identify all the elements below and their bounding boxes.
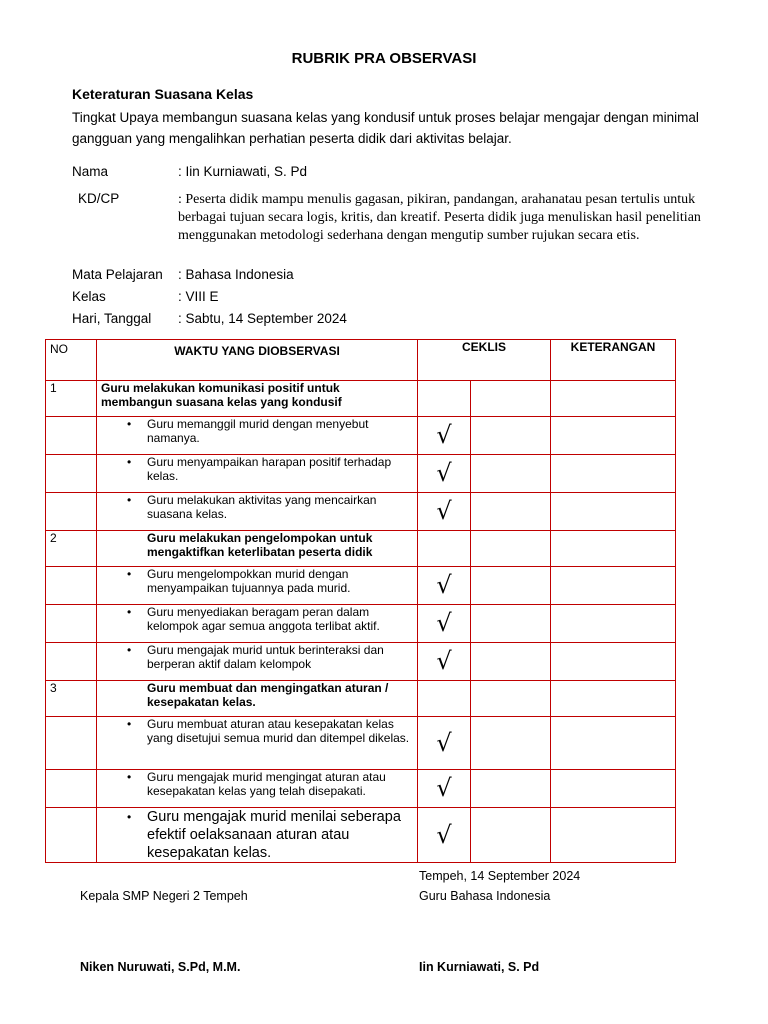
kelas-value: : VIII E: [178, 289, 219, 304]
no-cell: [46, 417, 97, 455]
criteria-text: • Guru memanggil murid dengan menyebut namanya.: [97, 417, 418, 455]
check-mark: √: [418, 643, 471, 681]
table-row: [46, 808, 676, 863]
no-cell: [46, 455, 97, 493]
header-ceklis: CEKLIS: [418, 340, 551, 381]
ceklis-blank-cell: [471, 808, 551, 863]
header-keterangan: KETERANGAN: [551, 340, 676, 381]
group-row: [46, 681, 676, 717]
check-cell: [418, 381, 471, 417]
mapel-label: Mata Pelajaran: [72, 267, 163, 282]
criteria-text: • Guru mengajak murid mengingat aturan atau kesepakatan kelas yang telah disepakati.: [97, 770, 418, 808]
table-row: [46, 605, 676, 643]
criteria-text: • Guru menyampaikan harapan positif terhadap kelas.: [97, 455, 418, 493]
hari-label: Hari, Tanggal: [72, 311, 152, 326]
kd-label: KD/CP: [78, 191, 120, 206]
table-header-row: [46, 340, 676, 381]
group-number: 3: [46, 681, 97, 717]
keterangan-cell: [551, 493, 676, 531]
signature-right-role: Guru Bahasa Indonesia: [419, 889, 551, 903]
nama-label: Nama: [72, 164, 109, 179]
table-row: [46, 567, 676, 605]
nama-value: : Iin Kurniawati, S. Pd: [178, 164, 308, 179]
keterangan-cell: [551, 531, 676, 567]
keterangan-cell: [551, 643, 676, 681]
header-waktu: WAKTU YANG DIOBSERVASI: [97, 340, 418, 381]
group-title: Guru melakukan pengelompokan untuk mengaktifkan keterlibatan peserta didik: [97, 531, 418, 567]
ceklis-blank-cell: [471, 643, 551, 681]
check-mark: √: [418, 770, 471, 808]
ceklis-blank-cell: [471, 493, 551, 531]
keterangan-cell: [551, 770, 676, 808]
check-mark: √: [418, 417, 471, 455]
rubric-table: [45, 339, 676, 863]
keterangan-cell: [551, 567, 676, 605]
keterangan-cell: [551, 808, 676, 863]
keterangan-cell: [551, 605, 676, 643]
ceklis-blank-cell: [471, 567, 551, 605]
criteria-text: • Guru menyediakan beragam peran dalam kelompok agar semua anggota terlibat aktif.: [97, 605, 418, 643]
no-cell: [46, 770, 97, 808]
keterangan-cell: [551, 681, 676, 717]
criteria-text: • Guru melakukan aktivitas yang mencairkan suasana kelas.: [97, 493, 418, 531]
no-cell: [46, 643, 97, 681]
criteria-text: • Guru mengelompokkan murid dengan menyampaikan tujuannya pada murid.: [97, 567, 418, 605]
group-number: 2: [46, 531, 97, 567]
no-cell: [46, 493, 97, 531]
group-row: [46, 381, 676, 417]
signature-right-name: Iin Kurniawati, S. Pd: [419, 960, 540, 974]
check-mark: √: [418, 808, 471, 863]
mapel-value: : Bahasa Indonesia: [178, 267, 294, 282]
signature-left-name: Niken Nuruwati, S.Pd, M.M.: [80, 960, 241, 974]
section-description: Tingkat Upaya membangun suasana kelas yang kondusif untuk proses belajar mengajar dengan minimal gangguan yang mengalihkan perhatian peserta didik dari aktivitas belajar.: [72, 110, 699, 146]
ceklis-blank-cell: [471, 717, 551, 770]
table-row: [46, 770, 676, 808]
signature-left-role: Kepala SMP Negeri 2 Tempeh: [80, 889, 248, 903]
group-title: Guru membuat dan mengingatkan aturan / kesepakatan kelas.: [97, 681, 418, 717]
table-row: [46, 455, 676, 493]
no-cell: [46, 605, 97, 643]
no-cell: [46, 717, 97, 770]
check-mark: √: [418, 605, 471, 643]
hari-value: : Sabtu, 14 September 2024: [178, 311, 347, 326]
check-cell: [418, 681, 471, 717]
check-mark: √: [418, 455, 471, 493]
ceklis-blank-cell: [471, 417, 551, 455]
keterangan-cell: [551, 417, 676, 455]
check-mark: √: [418, 717, 471, 770]
check-mark: √: [418, 567, 471, 605]
section-title: Keteraturan Suasana Kelas: [72, 86, 254, 102]
table-row: [46, 417, 676, 455]
keterangan-cell: [551, 717, 676, 770]
check-mark: √: [418, 493, 471, 531]
ceklis-blank-cell: [471, 605, 551, 643]
criteria-text: • Guru membuat aturan atau kesepakatan kelas yang disetujui semua murid dan ditempel dikelas.: [97, 717, 418, 770]
keterangan-cell: [551, 381, 676, 417]
signature-place-date: Tempeh, 14 September 2024: [419, 869, 581, 883]
group-number: 1: [46, 381, 97, 417]
ceklis-blank-cell: [471, 770, 551, 808]
ceklis-blank-cell: [471, 381, 551, 417]
ceklis-blank-cell: [471, 455, 551, 493]
header-no: NO: [46, 340, 97, 381]
group-title: Guru melakukan komunikasi positif untuk membangun suasana kelas yang kondusif: [97, 381, 418, 417]
ceklis-blank-cell: [471, 681, 551, 717]
document-title: RUBRIK PRA OBSERVASI: [291, 50, 477, 67]
no-cell: [46, 567, 97, 605]
table-row: [46, 643, 676, 681]
no-cell: [46, 808, 97, 863]
keterangan-cell: [551, 455, 676, 493]
table-row: [46, 717, 676, 770]
kelas-label: Kelas: [72, 289, 106, 304]
table-row: [46, 493, 676, 531]
ceklis-blank-cell: [471, 531, 551, 567]
criteria-text: • Guru mengajak murid untuk berinteraksi dan berperan aktif dalam kelompok: [97, 643, 418, 681]
criteria-text: • Guru mengajak murid menilai seberapa efektif oelaksanaan aturan atau kesepakatan kelas.: [97, 808, 418, 863]
check-cell: [418, 531, 471, 567]
kd-value: : Peserta didik mampu menulis gagasan, pikiran, pandangan, arahanatau pesan tertulis untuk berbagai tujuan secara logis, kritis, dan kreatif. Peserta didik juga menuliskan hasil penelitian menggunakan metodologi sederhana dengan mengutip sumber rujukan secara etis.: [178, 192, 701, 243]
group-row: [46, 531, 676, 567]
